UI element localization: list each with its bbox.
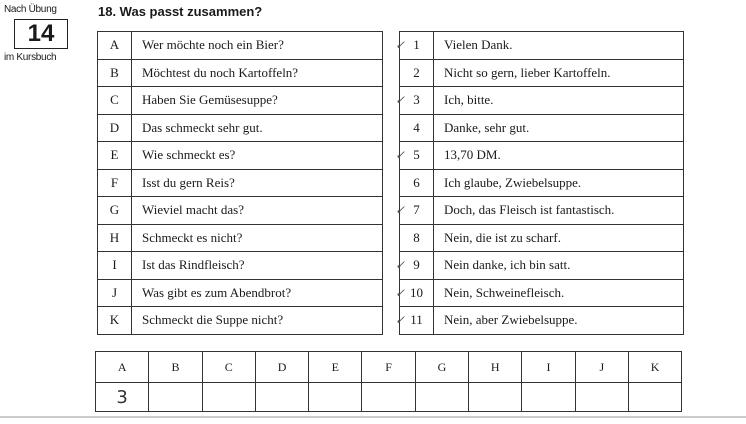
right-number-cell [400, 114, 434, 142]
right-number: 11 [410, 312, 423, 328]
left-row [98, 252, 383, 280]
left-letter: B [98, 59, 132, 87]
right-number: 5 [413, 147, 420, 163]
grid-answer-cell[interactable] [202, 383, 255, 412]
grid-header-cell: K [628, 352, 681, 383]
answer-grid-answer-row [96, 383, 682, 412]
left-row [98, 197, 383, 225]
left-text: Wie schmeckt es? [132, 142, 383, 170]
grid-header-cell: A [96, 352, 149, 383]
left-row [98, 307, 383, 335]
left-letter: H [98, 224, 132, 252]
left-letter: G [98, 197, 132, 225]
right-row [400, 32, 684, 60]
right-number-cell [395, 142, 434, 170]
exercise-title: 18. Was passt zusammen? [98, 4, 263, 19]
right-number: 9 [413, 257, 420, 273]
page-edge [0, 416, 746, 418]
right-number: 3 [413, 92, 420, 108]
right-number-cell [395, 279, 434, 307]
right-text: Nein danke, ich bin satt. [434, 252, 684, 280]
left-row [98, 169, 383, 197]
left-row [98, 224, 383, 252]
left-row [98, 279, 383, 307]
grid-header-cell: I [522, 352, 575, 383]
right-text: Vielen Dank. [434, 32, 684, 60]
check-mark-icon: ✓ [395, 93, 406, 107]
right-text: Nein, Schweinefleisch. [434, 279, 684, 307]
left-letter: F [98, 169, 132, 197]
check-mark-icon: ✓ [395, 203, 406, 217]
right-number-cell [400, 224, 434, 252]
right-number-cell [400, 59, 434, 87]
left-row [98, 114, 383, 142]
right-number-cell [400, 169, 434, 197]
right-text: Ich, bitte. [434, 87, 684, 115]
left-letter: D [98, 114, 132, 142]
grid-answer-cell[interactable] [255, 383, 308, 412]
right-column-table [395, 31, 684, 335]
right-row [400, 169, 684, 197]
left-letter: I [98, 252, 132, 280]
right-number-cell [395, 87, 434, 115]
grid-header-cell: E [309, 352, 362, 383]
check-mark-icon: ✓ [395, 313, 406, 327]
right-row [400, 142, 684, 170]
grid-answer-cell[interactable] [415, 383, 468, 412]
left-text: Schmeckt die Suppe nicht? [132, 307, 383, 335]
left-row [98, 59, 383, 87]
right-number: 1 [413, 37, 420, 53]
answer-grid-header-row [96, 352, 682, 383]
grid-header-cell: G [415, 352, 468, 383]
grid-header-cell: D [255, 352, 308, 383]
left-row [98, 87, 383, 115]
grid-answer-cell[interactable] [575, 383, 628, 412]
left-text: Wer möchte noch ein Bier? [132, 32, 383, 60]
check-mark-icon: ✓ [395, 285, 406, 300]
right-text: Danke, sehr gut. [434, 114, 684, 142]
right-row [400, 114, 684, 142]
check-mark-icon: ✓ [395, 258, 406, 272]
right-row [400, 224, 684, 252]
right-number: 2 [413, 64, 420, 80]
nach-uebung-label: Nach Übung [4, 4, 57, 15]
right-number-cell [395, 32, 434, 60]
left-row [98, 32, 383, 60]
right-text: 13,70 DM. [434, 142, 684, 170]
grid-answer-cell[interactable] [309, 383, 362, 412]
right-number: 6 [413, 174, 420, 190]
right-row [400, 59, 684, 87]
left-letter: K [98, 307, 132, 335]
answer-grid [95, 351, 682, 412]
left-letter: A [98, 32, 132, 60]
left-text: Ist das Rindfleisch? [132, 252, 383, 280]
left-letter: C [98, 87, 132, 115]
left-text: Das schmeckt sehr gut. [132, 114, 383, 142]
check-mark-icon: ✓ [395, 38, 406, 52]
right-text: Nein, die ist zu scharf. [434, 224, 684, 252]
left-text: Haben Sie Gemüsesuppe? [132, 87, 383, 115]
right-number-cell [395, 197, 434, 225]
left-letter: J [98, 279, 132, 307]
grid-answer-cell[interactable] [469, 383, 522, 412]
right-row [400, 87, 684, 115]
grid-header-cell: B [149, 352, 202, 383]
left-text: Möchtest du noch Kartoffeln? [132, 59, 383, 87]
left-text: Schmeckt es nicht? [132, 224, 383, 252]
right-text: Nein, aber Zwiebelsuppe. [434, 307, 684, 335]
grid-header-cell: F [362, 352, 415, 383]
right-row [400, 307, 684, 335]
grid-header-cell: J [575, 352, 628, 383]
right-row [400, 252, 684, 280]
left-column-table [97, 31, 383, 335]
right-row [400, 279, 684, 307]
right-number: 7 [413, 202, 420, 218]
left-text: Isst du gern Reis? [132, 169, 383, 197]
right-number: 4 [413, 119, 420, 135]
right-text: Ich glaube, Zwiebelsuppe. [434, 169, 684, 197]
right-number-cell [395, 252, 434, 280]
grid-answer-cell[interactable] [149, 383, 202, 412]
left-text: Was gibt es zum Abendbrot? [132, 279, 383, 307]
left-row [98, 142, 383, 170]
exercise-number-box: 14 [14, 19, 68, 49]
grid-answer-cell[interactable] [362, 383, 415, 412]
grid-header-cell: H [469, 352, 522, 383]
kursbuch-label: im Kursbuch [4, 52, 57, 63]
grid-answer-cell[interactable]: 3 [96, 383, 149, 412]
check-mark-icon: ✓ [395, 148, 406, 162]
right-number: 10 [410, 284, 423, 300]
grid-answer-cell[interactable] [628, 383, 681, 412]
right-text: Nicht so gern, lieber Kartoffeln. [434, 59, 684, 87]
right-row [400, 197, 684, 225]
right-text: Doch, das Fleisch ist fantastisch. [434, 197, 684, 225]
left-letter: E [98, 142, 132, 170]
right-number-cell [395, 307, 434, 335]
grid-answer-cell[interactable] [522, 383, 575, 412]
grid-header-cell: C [202, 352, 255, 383]
left-text: Wieviel macht das? [132, 197, 383, 225]
right-number: 8 [413, 229, 420, 245]
